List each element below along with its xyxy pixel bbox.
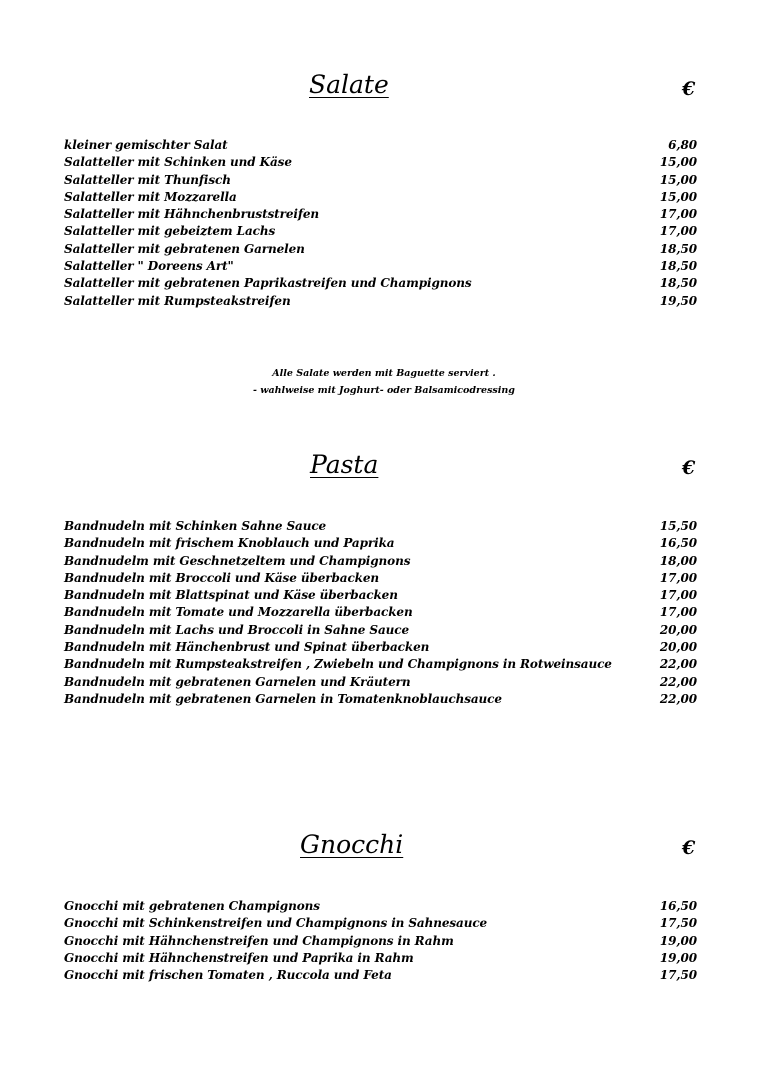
menu-item-price: 22,00 <box>659 691 697 706</box>
menu-item <box>64 154 697 171</box>
menu-item <box>64 915 697 932</box>
menu-item <box>64 967 697 984</box>
menu-item-price: 22,00 <box>659 657 697 672</box>
menu-item <box>64 674 697 691</box>
menu-item-name: Gnocchi mit frischen Tomaten , Ruccola und Feta <box>64 968 392 983</box>
menu-item <box>64 293 697 310</box>
menu-item <box>64 933 697 950</box>
menu-item-price: 20,00 <box>659 640 697 655</box>
currency-salate: € <box>682 78 696 100</box>
menu-item <box>64 275 697 292</box>
menu-item-price: 18,50 <box>659 276 697 291</box>
menu-item-name: Salatteller mit gebratenen Paprikastreifen und Champignons <box>64 276 472 291</box>
currency-gnocchi: € <box>682 837 696 859</box>
menu-item-price: 17,00 <box>659 605 697 620</box>
menu-item-name: Bandnudeln mit Rumpsteakstreifen , Zwiebeln und Champignons in Rotweinsauce <box>64 657 612 672</box>
menu-item-price: 16,50 <box>659 899 697 913</box>
menu-item-price: 19,00 <box>659 933 697 948</box>
menu-item-name: Bandnudeln mit Broccoli und Käse überbacken <box>64 570 380 585</box>
menu-item-name: Gnocchi mit Schinkenstreifen und Champignons in Sahnesauce <box>64 916 488 931</box>
menu-item-price: 18,00 <box>659 553 697 568</box>
menu-item <box>64 189 697 206</box>
menu-item-price: 16,50 <box>659 536 697 551</box>
menu-item-price: 15,00 <box>659 155 697 170</box>
menu-item-name: Bandnudeln mit Schinken Sahne Sauce <box>64 519 327 533</box>
menu-item-name: Salatteller " Doreens Art" <box>64 259 234 274</box>
menu-item-name: Bandnudeln mit Lachs und Broccoli in Sahne Sauce <box>64 622 409 637</box>
menu-item-price: 22,00 <box>659 674 697 689</box>
menu-item-price: 17,00 <box>659 588 697 603</box>
menu-item <box>64 535 697 552</box>
menu-item <box>64 656 697 673</box>
menu-item <box>64 587 697 604</box>
menu-item-name: Salatteller mit gebratenen Garnelen <box>64 241 305 256</box>
menu-item-name: Bandnudeln mit gebratenen Garnelen in Tomatenknoblauchsauce <box>64 691 502 706</box>
menu-item <box>64 172 697 189</box>
menu-item-name: Salatteller mit Schinken und Käse <box>64 155 292 170</box>
menu-item-name: Salatteller mit Rumpsteakstreifen <box>64 293 291 308</box>
section-title-pasta: Pasta <box>310 450 379 479</box>
menu-item-name: Gnocchi mit Hähnchenstreifen und Champignons in Rahm <box>64 933 454 948</box>
menu-item <box>64 206 697 223</box>
menu-item-name: Bandnudeln mit frischem Knoblauch und Paprika <box>64 536 395 551</box>
menu-item <box>64 691 697 708</box>
salate-note-line1: Alle Salate werden mit Baguette serviert . <box>272 368 496 379</box>
menu-list-gnocchi <box>64 898 697 984</box>
menu-item-price: 6,80 <box>668 138 697 152</box>
menu-item-name: Bandnudeln mit gebratenen Garnelen und Kräutern <box>64 674 411 689</box>
menu-item-price: 18,50 <box>659 241 697 256</box>
menu-item <box>64 137 697 154</box>
menu-item-price: 15,00 <box>659 189 697 204</box>
menu-item <box>64 950 697 967</box>
menu-item-price: 20,00 <box>659 622 697 637</box>
menu-item <box>64 223 697 240</box>
menu-item-price: 17,00 <box>659 224 697 239</box>
menu-list-salate <box>64 137 697 310</box>
menu-item-price: 17,50 <box>659 916 697 931</box>
menu-item <box>64 622 697 639</box>
menu-item-name: kleiner gemischter Salat <box>64 138 228 152</box>
section-title-salate: Salate <box>309 70 389 99</box>
menu-item-name: Bandnudeln mit Blattspinat und Käse überbacken <box>64 588 398 603</box>
menu-item-name: Bandnudeln mit Tomate und Mozzarella überbacken <box>64 605 413 620</box>
menu-item-name: Bandnudelm mit Geschnetzeltem und Champignons <box>64 553 411 568</box>
menu-item-name: Salatteller mit Thunfisch <box>64 172 231 187</box>
menu-item <box>64 604 697 621</box>
menu-item-price: 19,50 <box>659 293 697 308</box>
menu-item <box>64 570 697 587</box>
menu-item <box>64 898 697 915</box>
menu-item-name: Salatteller mit Mozzarella <box>64 189 237 204</box>
menu-item <box>64 518 697 535</box>
menu-item <box>64 258 697 275</box>
section-title-gnocchi: Gnocchi <box>300 830 404 859</box>
menu-item <box>64 639 697 656</box>
menu-item-price: 15,50 <box>659 519 697 533</box>
menu-item-name: Salatteller mit Hähnchenbruststreifen <box>64 207 320 222</box>
menu-list-pasta <box>64 518 697 708</box>
menu-item-price: 18,50 <box>659 259 697 274</box>
menu-item-name: Gnocchi mit gebratenen Champignons <box>64 899 320 913</box>
menu-item-name: Bandnudeln mit Hänchenbrust und Spinat überbacken <box>64 640 430 655</box>
salate-note-line2: - wahlweise mit Joghurt- oder Balsamicodressing <box>253 385 515 396</box>
currency-pasta: € <box>682 457 696 479</box>
menu-item-price: 17,00 <box>659 207 697 222</box>
menu-item-price: 19,00 <box>659 950 697 965</box>
menu-item-name: Gnocchi mit Hähnchenstreifen und Paprika in Rahm <box>64 950 414 965</box>
menu-item-price: 15,00 <box>659 172 697 187</box>
menu-item-price: 17,50 <box>659 968 697 983</box>
menu-item-price: 17,00 <box>659 570 697 585</box>
menu-item <box>64 241 697 258</box>
menu-item-name: Salatteller mit gebeiztem Lachs <box>64 224 276 239</box>
menu-item <box>64 553 697 570</box>
